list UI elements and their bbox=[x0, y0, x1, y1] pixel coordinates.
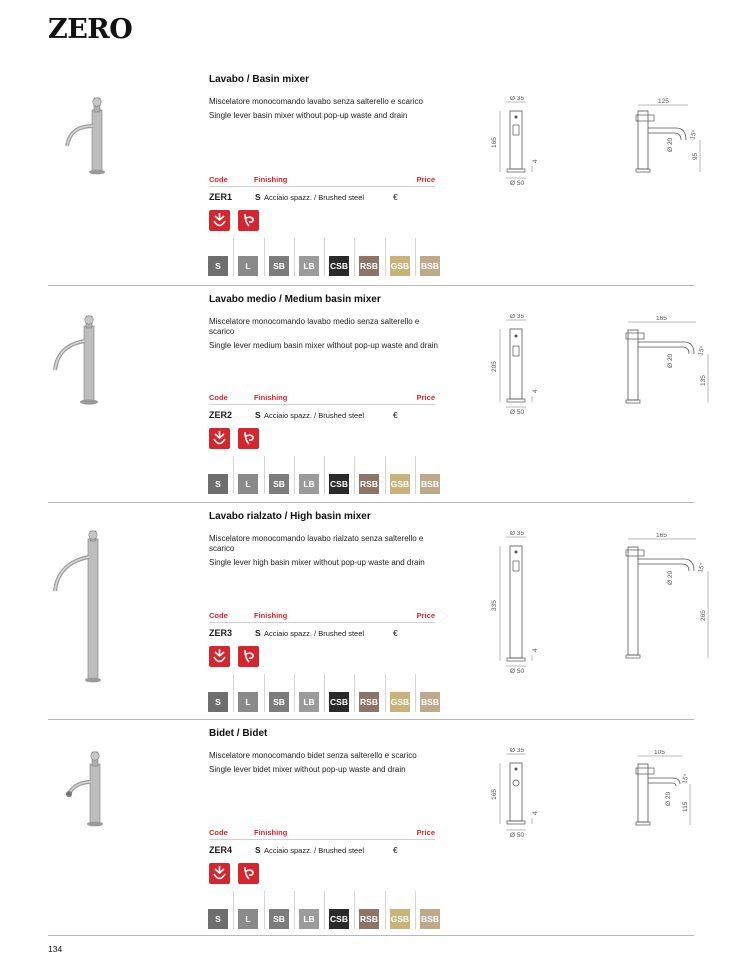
side-technical-drawing bbox=[618, 316, 738, 426]
header-price: Price bbox=[416, 175, 435, 184]
finish-swatch-lb: LB bbox=[299, 474, 319, 494]
swatch-divider bbox=[324, 674, 325, 712]
swatch-divider bbox=[294, 456, 295, 494]
product-section-2 bbox=[48, 285, 707, 502]
finish-swatch-lb: LB bbox=[299, 692, 319, 712]
header-code: Code bbox=[209, 175, 228, 184]
swatch-divider bbox=[354, 891, 355, 929]
swatch-divider bbox=[354, 674, 355, 712]
dimension-spout-height: 115 bbox=[682, 801, 689, 812]
finish-label: Acciaio spazz. / Brushed steel bbox=[264, 411, 365, 420]
feature-badges bbox=[209, 863, 259, 884]
swatch-divider bbox=[233, 674, 234, 712]
feature-badges bbox=[209, 646, 259, 667]
dimension-spout-diameter: Ø 20 bbox=[667, 137, 674, 152]
description-en: Single lever high basin mixer without pop-up waste and drain bbox=[209, 558, 425, 567]
product-code: ZER1 bbox=[209, 192, 233, 202]
swatch-divider bbox=[385, 891, 386, 929]
swatch-divider bbox=[385, 456, 386, 494]
finish-label: Acciaio spazz. / Brushed steel bbox=[264, 193, 365, 202]
feature-badges bbox=[209, 428, 259, 449]
swatch-divider bbox=[233, 456, 234, 494]
dimension-height: 335 bbox=[491, 600, 498, 611]
swatch-divider bbox=[324, 456, 325, 494]
header-finishing: Finishing bbox=[254, 611, 288, 620]
dimension-base-diameter: Ø 50 bbox=[510, 832, 525, 839]
product-section-3 bbox=[48, 502, 707, 719]
side-technical-drawing bbox=[628, 96, 738, 196]
cold-start-icon bbox=[238, 863, 259, 884]
table-header bbox=[209, 393, 435, 405]
swatch-divider bbox=[264, 238, 265, 276]
dimension-angle: 15° bbox=[697, 345, 707, 357]
finish-code: S bbox=[255, 192, 261, 202]
product-image bbox=[48, 503, 158, 720]
table-row bbox=[209, 410, 435, 422]
product-code: ZER4 bbox=[209, 845, 233, 855]
dimension-gap: 4 bbox=[532, 159, 539, 163]
table-header bbox=[209, 611, 435, 623]
product-code: ZER3 bbox=[209, 628, 233, 638]
dimension-reach: 125 bbox=[658, 98, 669, 105]
description-en: Single lever medium basin mixer without pop-up waste and drain bbox=[209, 341, 439, 350]
finish-swatch-lb: LB bbox=[299, 909, 319, 929]
front-technical-drawing bbox=[488, 748, 588, 848]
price-currency: € bbox=[393, 628, 398, 638]
finish-swatch-csb: CSB bbox=[329, 474, 349, 494]
finish-swatch-l: L bbox=[238, 474, 258, 494]
product-image bbox=[48, 286, 158, 503]
finish-label: Acciaio spazz. / Brushed steel bbox=[264, 846, 365, 855]
finish-swatch-rsb: RSB bbox=[359, 474, 379, 494]
swatch-divider bbox=[233, 238, 234, 276]
dimension-height: 165 bbox=[491, 789, 498, 800]
table-header bbox=[209, 175, 435, 187]
dimension-reach: 105 bbox=[654, 750, 665, 756]
finish-swatch-rsb: RSB bbox=[359, 692, 379, 712]
dimension-gap: 4 bbox=[532, 648, 539, 652]
product-image bbox=[48, 720, 158, 937]
price-currency: € bbox=[393, 410, 398, 420]
dimension-base-diameter: Ø 50 bbox=[510, 180, 525, 187]
dimension-top-diameter: Ø 35 bbox=[510, 531, 525, 537]
swatch-divider bbox=[294, 674, 295, 712]
feature-badges bbox=[209, 210, 259, 231]
swatch-divider bbox=[324, 891, 325, 929]
water-saving-icon bbox=[209, 428, 230, 449]
water-saving-icon bbox=[209, 646, 230, 667]
dimension-gap: 4 bbox=[532, 811, 539, 815]
finish-swatch-csb: CSB bbox=[329, 256, 349, 276]
cold-start-icon bbox=[238, 210, 259, 231]
price-currency: € bbox=[393, 845, 398, 855]
dimension-reach: 165 bbox=[656, 533, 667, 539]
table-header bbox=[209, 828, 435, 840]
dimension-spout-height: 95 bbox=[692, 152, 699, 160]
dimension-gap: 4 bbox=[532, 389, 539, 393]
finish-swatch-csb: CSB bbox=[329, 909, 349, 929]
finish-code: S bbox=[255, 628, 261, 638]
swatch-divider bbox=[415, 674, 416, 712]
header-finishing: Finishing bbox=[254, 828, 288, 837]
product-image bbox=[48, 68, 158, 285]
cold-start-icon bbox=[238, 646, 259, 667]
product-title: Lavabo / Basin mixer bbox=[209, 74, 310, 85]
description-it: Miscelatore monocomando bidet senza salterello e scarico bbox=[209, 751, 417, 760]
bottom-divider bbox=[48, 935, 694, 936]
header-finishing: Finishing bbox=[254, 393, 288, 402]
front-technical-drawing bbox=[488, 314, 588, 424]
brand-logo: ZERO bbox=[48, 14, 133, 45]
finish-code: S bbox=[255, 845, 261, 855]
header-price: Price bbox=[416, 611, 435, 620]
finish-code: S bbox=[255, 410, 261, 420]
dimension-height: 205 bbox=[491, 361, 498, 372]
side-technical-drawing bbox=[628, 750, 738, 850]
description-it: Miscelatore monocomando lavabo medio senza salterello e scarico bbox=[209, 317, 420, 336]
description-en: Single lever bidet mixer without pop-up waste and drain bbox=[209, 765, 406, 774]
swatch-divider bbox=[294, 238, 295, 276]
swatch-divider bbox=[264, 891, 265, 929]
swatch-divider bbox=[415, 456, 416, 494]
swatch-divider bbox=[385, 674, 386, 712]
dimension-angle: 15° bbox=[681, 773, 691, 785]
dimension-reach: 165 bbox=[656, 316, 667, 322]
finish-swatch-bsb: BSB bbox=[420, 474, 440, 494]
product-title: Lavabo rialzato / High basin mixer bbox=[209, 511, 371, 522]
dimension-spout-diameter: Ø 20 bbox=[665, 791, 672, 806]
dimension-top-diameter: Ø 35 bbox=[510, 748, 525, 754]
dimension-base-diameter: Ø 50 bbox=[510, 668, 525, 675]
finish-swatch-sb: SB bbox=[269, 909, 289, 929]
finish-swatch-l: L bbox=[238, 909, 258, 929]
water-saving-icon bbox=[209, 210, 230, 231]
finish-swatch-sb: SB bbox=[269, 474, 289, 494]
header-price: Price bbox=[416, 393, 435, 402]
product-section-4 bbox=[48, 719, 694, 936]
finish-swatch-gsb: GSB bbox=[390, 692, 410, 712]
product-section-1 bbox=[48, 68, 699, 285]
product-title: Lavabo medio / Medium basin mixer bbox=[209, 294, 381, 305]
dimension-spout-height: 135 bbox=[700, 375, 707, 386]
dimension-height: 165 bbox=[491, 137, 498, 148]
dimension-angle: 15° bbox=[697, 562, 707, 574]
product-code: ZER2 bbox=[209, 410, 233, 420]
header-code: Code bbox=[209, 393, 228, 402]
table-row bbox=[209, 845, 435, 857]
finish-swatch-s: S bbox=[208, 692, 228, 712]
description-it: Miscelatore monocomando lavabo rialzato senza salterello e scarico bbox=[209, 534, 424, 553]
dimension-spout-diameter: Ø 20 bbox=[667, 570, 674, 585]
swatch-divider bbox=[264, 456, 265, 494]
header-price: Price bbox=[416, 828, 435, 837]
price-currency: € bbox=[393, 192, 398, 202]
finish-swatch-rsb: RSB bbox=[359, 256, 379, 276]
header-code: Code bbox=[209, 611, 228, 620]
table-row bbox=[209, 192, 435, 204]
finish-swatch-l: L bbox=[238, 256, 258, 276]
dimension-base-diameter: Ø 50 bbox=[510, 409, 525, 416]
swatch-divider bbox=[294, 891, 295, 929]
finish-swatch-lb: LB bbox=[299, 256, 319, 276]
cold-start-icon bbox=[238, 428, 259, 449]
swatch-divider bbox=[415, 891, 416, 929]
header-code: Code bbox=[209, 828, 228, 837]
finish-swatch-bsb: BSB bbox=[420, 909, 440, 929]
finish-swatch-l: L bbox=[238, 692, 258, 712]
swatch-divider bbox=[385, 238, 386, 276]
finish-swatch-rsb: RSB bbox=[359, 909, 379, 929]
finish-swatch-gsb: GSB bbox=[390, 474, 410, 494]
swatch-divider bbox=[264, 674, 265, 712]
table-row bbox=[209, 628, 435, 640]
description-en: Single lever basin mixer without pop-up waste and drain bbox=[209, 111, 408, 120]
finish-label: Acciaio spazz. / Brushed steel bbox=[264, 629, 365, 638]
finish-swatch-s: S bbox=[208, 909, 228, 929]
side-technical-drawing bbox=[618, 533, 738, 663]
finish-swatch-bsb: BSB bbox=[420, 256, 440, 276]
finish-swatch-gsb: GSB bbox=[390, 256, 410, 276]
swatch-divider bbox=[233, 891, 234, 929]
water-saving-icon bbox=[209, 863, 230, 884]
swatch-divider bbox=[324, 238, 325, 276]
page-number: 134 bbox=[48, 944, 63, 954]
front-technical-drawing bbox=[488, 531, 588, 681]
finish-swatch-bsb: BSB bbox=[420, 692, 440, 712]
dimension-spout-diameter: Ø 20 bbox=[667, 353, 674, 368]
finish-swatch-csb: CSB bbox=[329, 692, 349, 712]
product-title: Bidet / Bidet bbox=[209, 728, 268, 739]
finish-swatch-s: S bbox=[208, 474, 228, 494]
swatch-divider bbox=[415, 238, 416, 276]
dimension-top-diameter: Ø 35 bbox=[510, 314, 525, 320]
dimension-angle: 15° bbox=[689, 129, 699, 141]
finish-swatch-gsb: GSB bbox=[390, 909, 410, 929]
swatch-divider bbox=[354, 456, 355, 494]
finish-swatch-sb: SB bbox=[269, 256, 289, 276]
finish-swatch-s: S bbox=[208, 256, 228, 276]
header-finishing: Finishing bbox=[254, 175, 288, 184]
dimension-spout-height: 265 bbox=[700, 610, 707, 621]
description-it: Miscelatore monocomando lavabo senza salterello e scarico bbox=[209, 97, 423, 106]
swatch-divider bbox=[354, 238, 355, 276]
dimension-top-diameter: Ø 35 bbox=[510, 96, 525, 102]
front-technical-drawing bbox=[488, 96, 588, 196]
finish-swatch-sb: SB bbox=[269, 692, 289, 712]
